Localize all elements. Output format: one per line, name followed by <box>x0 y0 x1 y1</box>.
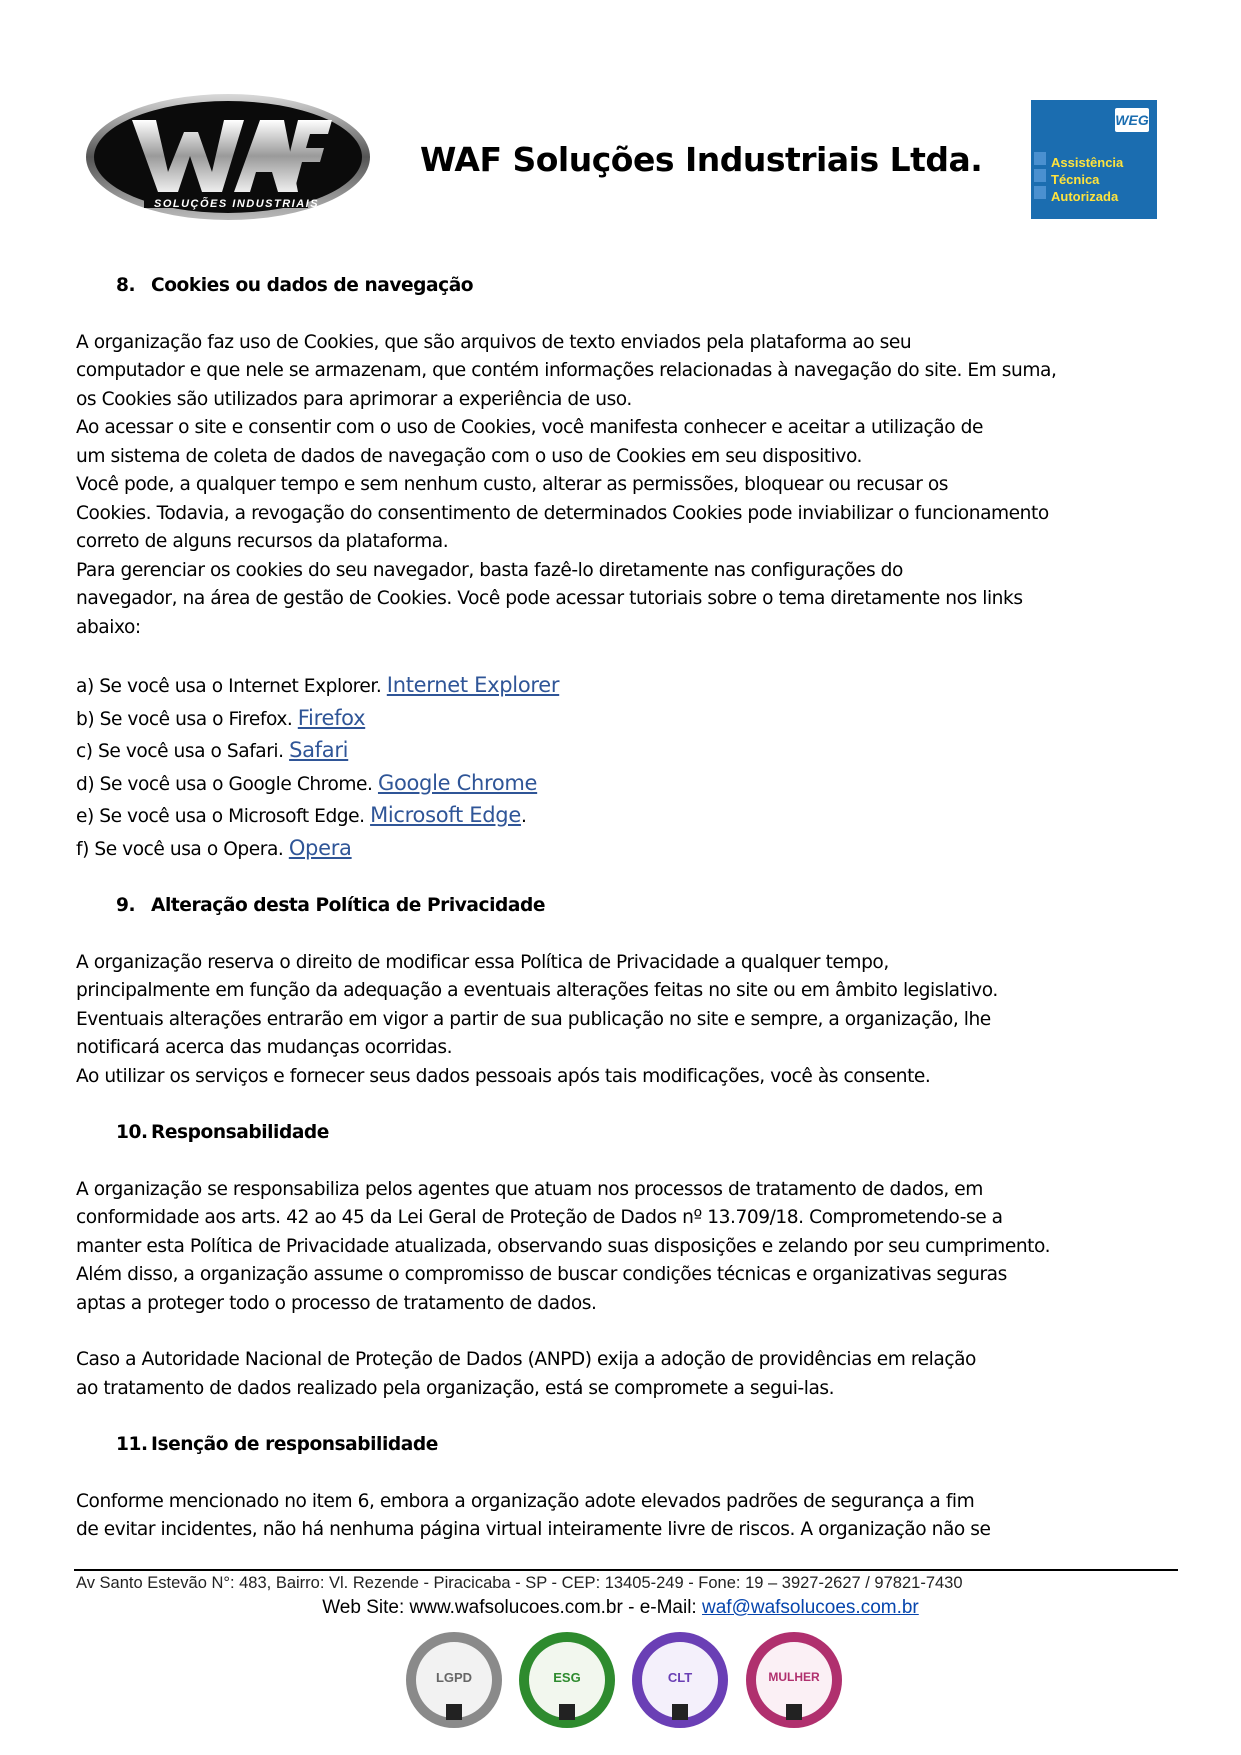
section-paragraph <box>76 949 1116 1092</box>
text-line: Para gerenciar os cookies do seu navegador, basta fazê-lo diretamente nas configurações do <box>76 559 903 581</box>
waf-logo-caption: SOLUÇÕES INDUSTRIAIS <box>154 198 320 210</box>
section-title: Responsabilidade <box>151 1122 329 1143</box>
footer-contact <box>0 1597 1241 1619</box>
badge-text <box>1051 154 1123 205</box>
section-heading <box>76 892 1116 921</box>
company-name: WAF Soluções Industriais Ltda. <box>420 140 983 179</box>
footer-website: Web Site: www.wafsolucoes.com.br - e-Mail: <box>322 1597 702 1618</box>
section-paragraph <box>76 1176 1116 1319</box>
text-line: Conforme mencionado no item 6, embora a organização adote elevados padrões de segurança a fim <box>76 1490 975 1512</box>
link-firefox[interactable]: Firefox <box>297 705 366 730</box>
text-line: Além disso, a organização assume o compromisso de buscar condições técnicas e organizativas seguras <box>76 1264 1007 1285</box>
text-line: notificará acerca das mudanças ocorridas. <box>76 1037 453 1058</box>
text-line: Cookies. Todavia, a revogação do consentimento de determinados Cookies pode inviabilizar o funcionamento <box>76 502 1049 524</box>
link-google-chrome[interactable]: Google Chrome <box>377 770 538 795</box>
text-line: os Cookies são utilizados para aprimorar a experiência de uso. <box>76 388 632 410</box>
list-item <box>76 833 1116 866</box>
list-item <box>76 800 1116 833</box>
weg-authorized-badge <box>1031 100 1157 219</box>
seal-label: ESG <box>553 1670 581 1685</box>
list-item-suffix: . <box>520 806 527 827</box>
text-line: A organização reserva o direito de modificar essa Política de Privacidade a qualquer tempo, <box>76 951 889 973</box>
section-paragraph <box>76 329 1116 643</box>
list-item-text: e) Se você usa o Microsoft Edge. <box>76 806 371 827</box>
seal-esg <box>517 1630 617 1730</box>
text-line: ao tratamento de dados realizado pela organização, está se compromete a segui-las. <box>76 1377 835 1399</box>
text-line: aptas a proteger todo o processo de tratamento de dados. <box>76 1292 597 1314</box>
seal-label: LGPD <box>435 1670 473 1685</box>
document-body <box>76 272 1116 1545</box>
text-line: de evitar incidentes, não há nenhuma página virtual inteiramente livre de riscos. A organização não se <box>76 1519 991 1540</box>
badge-line-3: Autorizada <box>1051 189 1119 204</box>
text-line: Eventuais alterações entrarão em vigor a partir de sua publicação no site e sempre, a organização, lhe <box>76 1008 991 1030</box>
section-number: 11. <box>116 1434 148 1455</box>
link-microsoft-edge[interactable]: Microsoft Edge <box>370 803 521 827</box>
section-paragraph <box>76 1346 1116 1403</box>
text-line: Ao acessar o site e consentir com o uso de Cookies, você manifesta conhecer e aceitar a utilização de <box>76 417 983 438</box>
section-heading <box>76 1119 1116 1148</box>
seal-lgpd <box>404 1630 504 1730</box>
text-line: A organização se responsabiliza pelos agentes que atuam nos processos de tratamento de dados, em <box>76 1178 983 1200</box>
footer-address: Av Santo Estevão N°: 483, Bairro: Vl. Rezende - Piracicaba - SP - CEP: 13405-249 - Fone: 19 – 3927-2627 / 97821-7430 <box>76 1574 963 1592</box>
section-number: 8. <box>116 275 136 296</box>
text-line: computador e que nele se armazenam, que contém informações relacionadas à navegação do site. Em suma, <box>76 360 1057 381</box>
text-line: abaixo: <box>76 616 141 638</box>
badge-line-2: Técnica <box>1051 172 1100 187</box>
text-line: conformidade aos arts. 42 ao 45 da Lei Geral de Proteção de Dados nº 13.709/18. Comprometendo-se a <box>76 1207 1003 1228</box>
list-item-text: c) Se você usa o Safari. <box>76 741 290 762</box>
text-line: manter esta Política de Privacidade atualizada, observando suas disposições e zelando por seu cumprimento. <box>76 1235 1051 1257</box>
section-paragraph <box>76 1488 1116 1545</box>
list-item <box>76 670 1116 703</box>
seal-label: CLT <box>667 1670 693 1685</box>
list-item-text: d) Se você usa o Google Chrome. <box>76 773 378 795</box>
section-number: 9. <box>116 895 136 916</box>
seal-mulher <box>744 1630 844 1730</box>
footer-divider <box>74 1569 1178 1571</box>
section-number: 10. <box>116 1122 148 1143</box>
list-item-text: a) Se você usa o Internet Explorer. <box>76 676 387 697</box>
list-item <box>76 768 1116 801</box>
list-item-text: f) Se você usa o Opera. <box>76 838 289 860</box>
text-line: navegador, na área de gestão de Cookies. Você pode acessar tutoriais sobre o tema diretamente nos links <box>76 588 1023 609</box>
link-internet-explorer[interactable]: Internet Explorer <box>386 673 560 697</box>
section-title: Isenção de responsabilidade <box>151 1434 438 1455</box>
seal-clt <box>630 1630 730 1730</box>
link-safari[interactable]: Safari <box>289 738 349 762</box>
text-line: A organização faz uso de Cookies, que são arquivos de texto enviados pela plataforma ao seu <box>76 331 912 353</box>
section-title: Cookies ou dados de navegação <box>151 275 474 296</box>
section-title: Alteração desta Política de Privacidade <box>151 895 546 916</box>
footer-email-link[interactable]: waf@wafsolucoes.com.br <box>702 1597 919 1618</box>
list-item <box>76 735 1116 768</box>
list-item <box>76 703 1116 736</box>
text-line: correto de alguns recursos da plataforma. <box>76 531 449 552</box>
section-heading <box>76 1431 1116 1460</box>
certification-seals <box>404 1630 854 1740</box>
text-line: um sistema de coleta de dados de navegação com o uso de Cookies em seu dispositivo. <box>76 445 863 467</box>
text-line: principalmente em função da adequação a eventuais alterações feitas no site ou em âmbito legislativo. <box>76 980 998 1001</box>
section-heading <box>76 272 1116 301</box>
list-item-text: b) Se você usa o Firefox. <box>76 708 298 730</box>
text-line: Ao utilizar os serviços e fornecer seus dados pessoais após tais modificações, você às consente. <box>76 1065 931 1087</box>
badge-line-1: Assistência <box>1051 155 1124 170</box>
text-line: Caso a Autoridade Nacional de Proteção de Dados (ANPD) exija a adoção de providências em relação <box>76 1349 976 1370</box>
text-line: Você pode, a qualquer tempo e sem nenhum custo, alterar as permissões, bloquear ou recusar os <box>76 474 949 495</box>
browser-links-list <box>76 670 1116 865</box>
weg-logo: WEG <box>1115 108 1149 132</box>
seal-label: MULHER <box>768 1670 820 1684</box>
link-opera[interactable]: Opera <box>288 835 352 860</box>
